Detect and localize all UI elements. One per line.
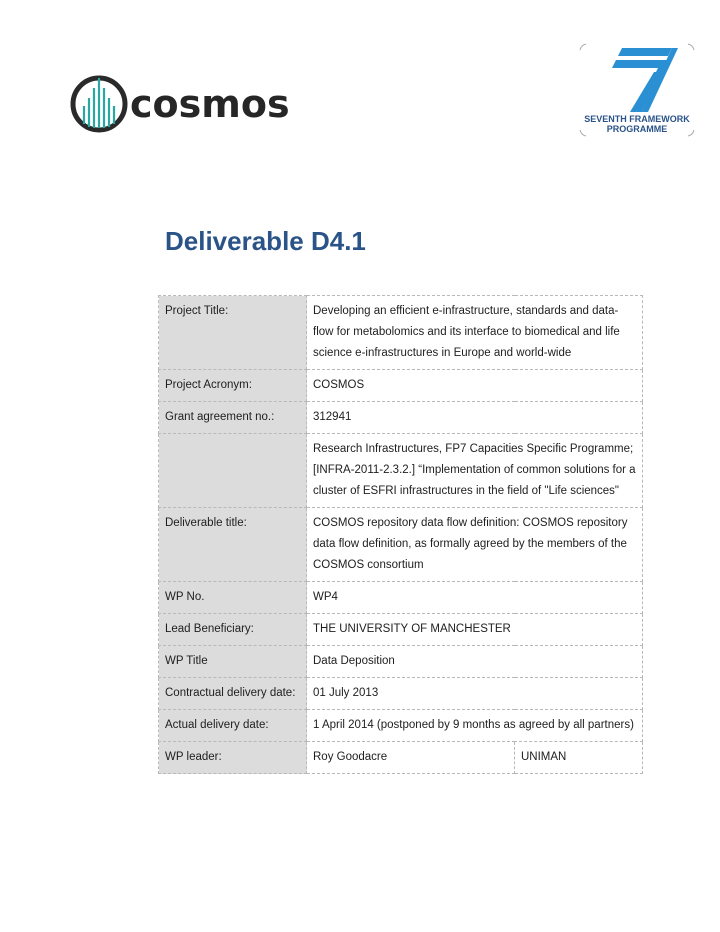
row-value: Developing an efficient e-infrastructure, standards and data-flow for metabolomics and its interface to biomedical and life science e-infrastructures in Europe and world-wide	[307, 296, 643, 370]
row-label: Project Acronym:	[159, 370, 307, 402]
row-label: Project Title:	[159, 296, 307, 370]
row-label: WP Title	[159, 646, 307, 678]
table-row	[159, 646, 643, 678]
table-row	[159, 678, 643, 710]
table-row	[159, 402, 643, 434]
row-label: Deliverable title:	[159, 508, 307, 582]
cosmos-emblem-icon	[68, 72, 290, 136]
table-row	[159, 508, 643, 582]
row-value: COSMOS	[307, 370, 643, 402]
row-label: Contractual delivery date:	[159, 678, 307, 710]
table-row	[159, 614, 643, 646]
row-label: WP leader:	[159, 742, 307, 774]
row-label	[159, 434, 307, 508]
table-row	[159, 582, 643, 614]
cosmos-wordmark: cosmos	[130, 82, 290, 126]
row-value: Data Deposition	[307, 646, 643, 678]
row-value: THE UNIVERSITY OF MANCHESTER	[307, 614, 643, 646]
fp7-line1: SEVENTH FRAMEWORK	[584, 114, 690, 124]
row-extra: UNIMAN	[515, 742, 643, 774]
deliverable-info-table	[158, 295, 643, 774]
cosmos-logo	[68, 72, 290, 136]
table-row	[159, 296, 643, 370]
fp7-emblem-icon	[578, 42, 696, 138]
row-label: Lead Beneficiary:	[159, 614, 307, 646]
row-label: WP No.	[159, 582, 307, 614]
row-value: COSMOS repository data flow definition: COSMOS repository data flow definition, as formally agreed by the members of the COSMOS consortium	[307, 508, 643, 582]
table-row	[159, 434, 643, 508]
page-title: Deliverable D4.1	[165, 226, 366, 256]
row-value: WP4	[307, 582, 643, 614]
row-label: Actual delivery date:	[159, 710, 307, 742]
row-label: Grant agreement no.:	[159, 402, 307, 434]
row-value: Roy Goodacre	[307, 742, 515, 774]
fp7-logo	[578, 42, 696, 138]
row-value: Research Infrastructures, FP7 Capacities Specific Programme; [INFRA-2011-2.3.2.] “Implementation of common solutions for a cluster of ESFRI infrastructures in the field of "Life sciences"	[307, 434, 643, 508]
table-row	[159, 710, 643, 742]
row-value: 1 April 2014 (postponed by 9 months as agreed by all partners)	[307, 710, 643, 742]
table-row	[159, 370, 643, 402]
row-value: 312941	[307, 402, 643, 434]
fp7-line2: PROGRAMME	[606, 124, 668, 134]
row-value: 01 July 2013	[307, 678, 643, 710]
table-row	[159, 742, 643, 774]
